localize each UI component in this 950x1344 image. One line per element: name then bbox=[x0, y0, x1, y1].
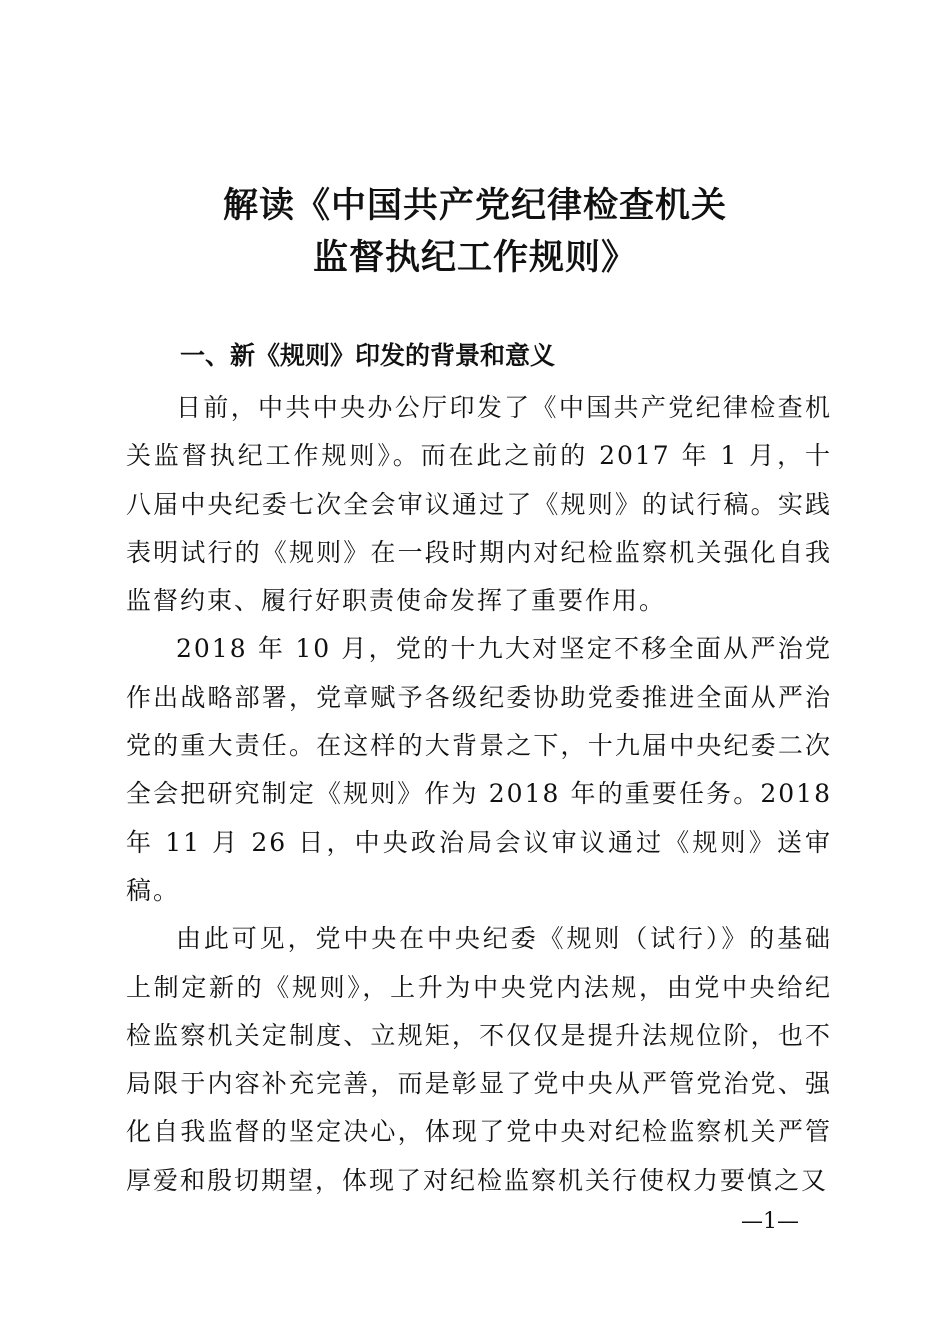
paragraph-1: 日前，中共中央办公厅印发了《中国共产党纪律检查机关监督执纪工作规则》。而在此之前的 2017 年 1 月，十八届中央纪委七次全会审议通过了《规则》的试行稿。实践表明试行的《规则》在一段时期内对纪检监察机关强化自我监督约束、履行好职责使命发挥了重要作用。 bbox=[126, 393, 832, 616]
section-heading-1: 一、新《规则》印发的背景和意义 bbox=[180, 341, 556, 370]
paragraph-3: 由此可见，党中央在中央纪委《规则（试行）》的基础上制定新的《规则》，上升为中央党内法规，由党中央给纪检监察机关定制度、立规矩，不仅仅是提升法规位阶，也不局限于内容补充完善，而是彰显了党中央从严管党治党、强化自我监督的坚定决心，体现了党中央对纪检监察机关严管厚爱和殷切期望，体现了对纪检监察机关行使权力要慎之又 bbox=[126, 924, 832, 1195]
document-body bbox=[126, 384, 832, 1205]
document-title-line-2: 监督执纪工作规则》 bbox=[312, 238, 637, 278]
paragraph-2: 2018 年 10 月，党的十九大对坚定不移全面从严治党作出战略部署，党章赋予各级纪委协助党委推进全面从严治党的重大责任。在这样的大背景之下，十九届中央纪委二次全会把研究制定《规则》作为 2018 年的重要任务。2018 年 11 月 26 日，中央政治局会议审议通过《规则》送审稿。 bbox=[126, 634, 832, 905]
document-title-line-1: 解读《中国共产党纪律检查机关 bbox=[222, 186, 727, 226]
page-number: —1— bbox=[741, 1209, 799, 1234]
